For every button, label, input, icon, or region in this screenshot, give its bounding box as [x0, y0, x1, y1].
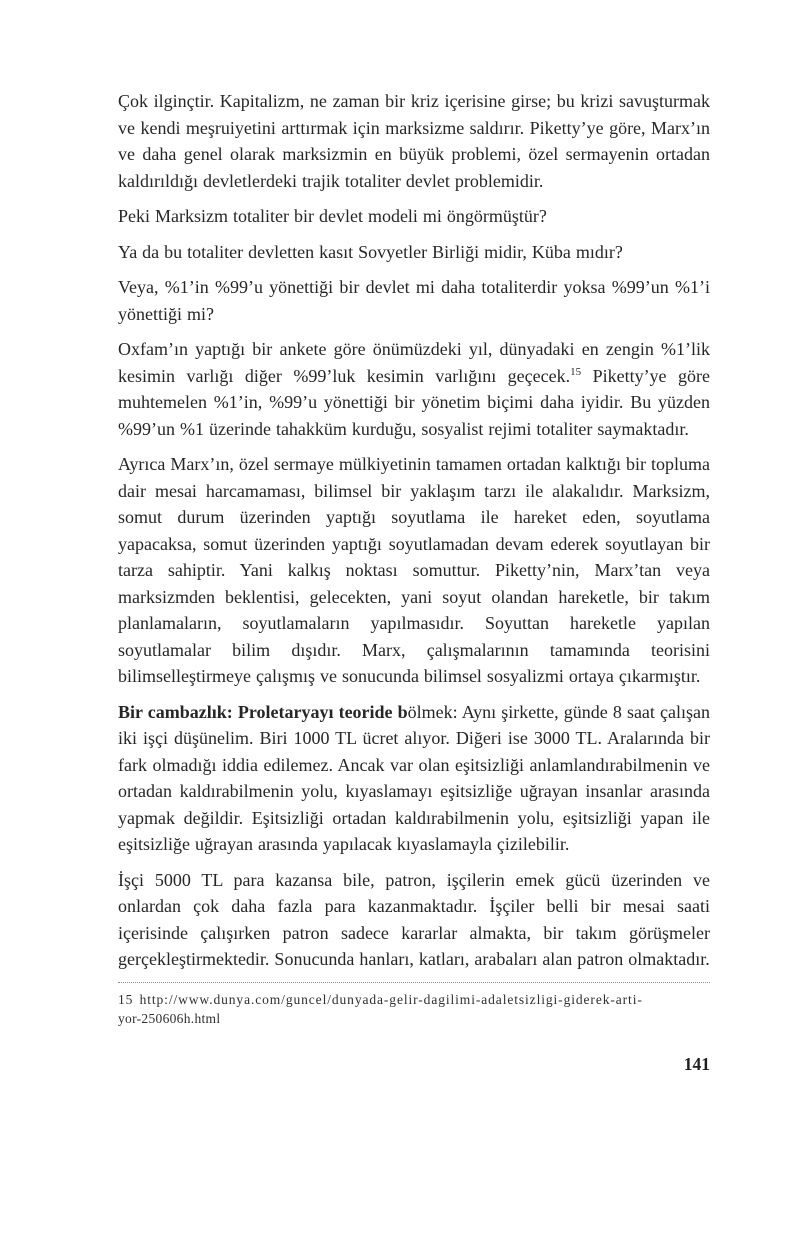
paragraph-text: Oxfam’ın yaptığı bir ankete göre önümüzdeki yıl, dünyadaki en zengin %1’lik kesimin varlığı diğer %99’luk kesimin varlığını geçecek.	[118, 339, 710, 386]
footnote-line: yor-250606h.html	[118, 1010, 221, 1026]
paragraph: Peki Marksizm totaliter bir devlet modeli mi öngörmüştür?	[118, 206, 547, 226]
paragraph: Ya da bu totaliter devletten kasıt Sovyetler Birliği midir, Küba mıdır?	[118, 241, 623, 262]
footnote-separator	[118, 982, 710, 983]
bold-lead-text: Bir cambazlık: Proletaryayı teoride b	[118, 701, 408, 722]
paragraph: Veya, %1’in %99’u yönettiği bir devlet mi daha totaliterdir yoksa %99’un %1’i yönettiği mi?	[118, 277, 710, 324]
paragraph-text: Piketty’ye göre muhtemelen %1’in, %99’u yönettiği bir yönetim biçimi daha iyidir. Bu yüzden %99’un %1 üzerinde tahakküm kurduğu, sosyalist rejimi totaliter saymaktadır.	[118, 365, 710, 439]
paragraph: Ayrıca Marx’ın, özel sermaye mülkiyetinin tamamen ortadan kalktığı bir topluma dair mesai harcamaması, bilimsel bir yaklaşım tarzı ile alakalıdır. Marksizm, somut durum üzerinden yaptığı soyutlama ile hareket eden, soyutlama yapacaksa, somut üzerinden yaptığı soyutlamadan devam ederek soyutlayan bir tarza sahiptir. Yani kalkış noktası somuttur. Piketty’nin, Marx’tan veya marksizmden beklentisi, gelecekten, yani soyut olandan hareketle, bir takım planlamaların, soyutlamaların yapılmasıdır. Soyuttan hareketle yapılan soyutlamalar bilim dışıdır. Marx, çalışmalarının tamamında teorisini bilimselleştirmeye çalışmış ve sonucunda bilimsel sosyalizmi ortaya çıkarmıştır.	[118, 454, 710, 686]
paragraph-text: ölmek: Aynı şirkette, günde 8 saat çalışan iki işçi düşünelim. Biri 1000 TL ücret alıyor. Diğeri ise 3000 TL. Aralarında bir fark olmadığı iddia edilemez. Ancak var olan eşitsizliği anlamlandırabilmenin ve ortadan kaldırabilmenin yolu, kıyaslamayı eşitsizliğe uğrayan insanlar arasında yapmak değildir. Eşitsizliği ortadan kaldırabilmenin yolu, eşitsizliği yapan ile eşitsizliğe uğrayan arasında yapılacak kıyaslamayla çizilebilir.	[118, 701, 710, 854]
paragraph-with-footnote-ref	[118, 336, 710, 442]
paragraph: Çok ilginçtir. Kapitalizm, ne zaman bir kriz içerisine girse; bu krizi savuşturmak ve kendi meşruiyetini arttırmak için marksizme saldırır. Piketty’ye göre, Marx’ın ve daha genel olarak marksizmin en büyük problemi, özel sermayenin ortadan kaldırıldığı devletlerdeki trajik totaliter devlet problemidir.	[118, 91, 710, 191]
footnote-line: 15 http://www.dunya.com/guncel/dunyada-gelir-dagilimi-adaletsizligi-giderek-arti-	[118, 991, 643, 1007]
paragraph: İşçi 5000 TL para kazansa bile, patron, işçilerin emek gücü üzerinden ve onlardan çok daha fazla para kazanmaktadır. İşçiler belli bir mesai saati içerisinde çalışırken patron sadece kararlar almakta, bir takım görüşmeler gerçekleştirmektedir. Sonucunda hanları, katları, arabaları alan patron olmaktadır.	[118, 869, 710, 969]
paragraph-with-bold-lead	[118, 699, 710, 858]
page-number: 141	[683, 1053, 710, 1074]
footnote	[118, 990, 710, 1028]
book-page-text-block	[118, 88, 710, 1075]
footnote-reference: 15	[570, 365, 582, 378]
